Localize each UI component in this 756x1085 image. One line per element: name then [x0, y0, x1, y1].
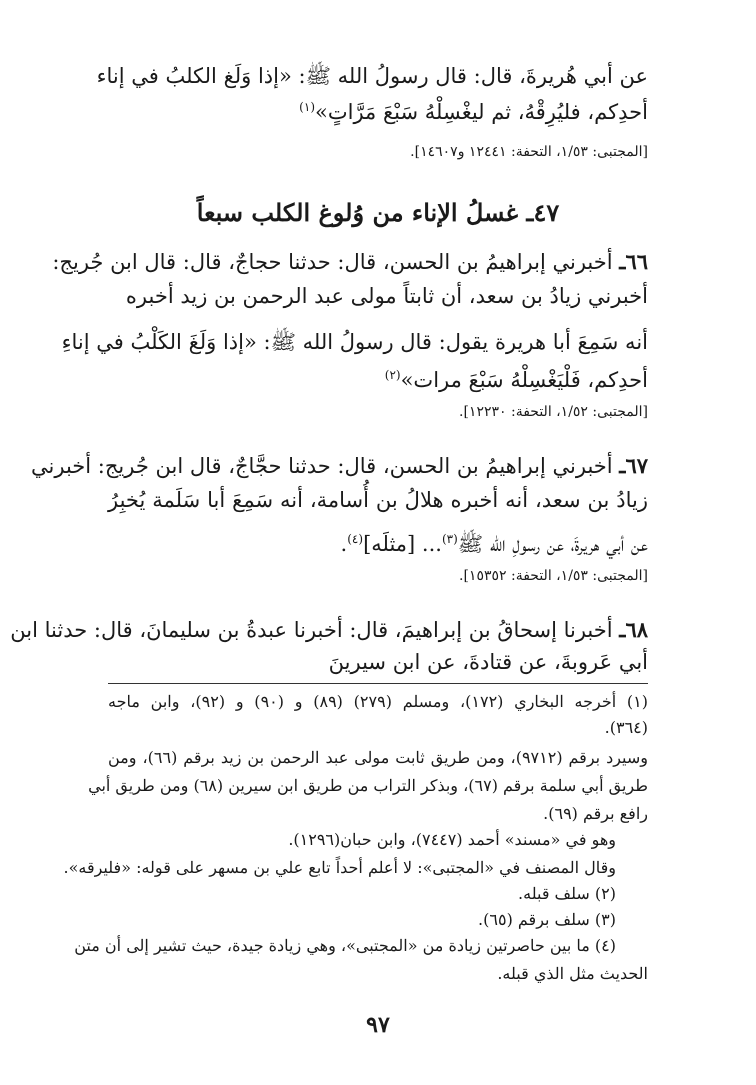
footnote-2: (٢) سلف قبله.	[518, 884, 616, 903]
opening-line-2	[108, 96, 648, 128]
hadith-67-line-2	[108, 484, 648, 516]
hadith-66-line-4	[108, 364, 648, 396]
chapter-heading: ٤٧ـ غسلُ الإناء من وُلوغ الكلب سبعاً	[196, 198, 560, 227]
hadith-66-line-1	[52, 246, 648, 278]
opening-line-2-text: أحدِكم، فليُرِقْهُ، ثم ليغْسِلْهُ سَبْعَ مَرَّاتٍ»	[315, 100, 648, 124]
hadith-68-line-2	[108, 646, 648, 678]
footnote-3: (٣) سلف برقم (٦٥).	[478, 910, 616, 929]
hadith-66-line-2-text: أخبرني زيادُ بن سعد، أن ثابتاً مولى عبد الرحمن بن زيد أخبره	[125, 284, 648, 308]
footnote-marker-2[interactable]: (٢)	[384, 368, 401, 382]
hadith-67-line-3-tail: ... [مثلَه]	[363, 532, 442, 556]
footnote-separator	[108, 683, 648, 684]
footnote-marker-4[interactable]: (٤)	[347, 532, 364, 546]
footnote-1-line-5: رافع برقم (٦٩).	[543, 804, 648, 823]
hadith-67-reference: [المجتبى: ١/٥٣، التحفة: ١٥٣٥٢].	[459, 568, 648, 584]
opening-reference: [المجتبى: ١/٥٣، التحفة: ١٢٤٤١ و١٤٦٠٧].	[410, 144, 648, 160]
hadith-67-period: .	[340, 532, 348, 556]
footnote-4-line-2: الحديث مثل الذي قبله.	[497, 964, 648, 983]
footnote-1-line-1: (١) أخرجه البخاري (١٧٢)، ومسلم (٢٧٩) (٨٩) و (٩٠) و (٩٢)، وابن ماجه	[108, 692, 649, 711]
footnote-4-line-1: (٤) ما بين حاصرتين زيادة من «المجتبى»، وهي زيادة جيدة، حيث تشير إلى أن متن	[74, 936, 616, 955]
footnote-marker-3[interactable]: (٣)	[441, 532, 458, 546]
hadith-66-reference: [المجتبى: ١/٥٢، التحفة: ١٢٢٣٠].	[459, 404, 648, 420]
opening-line-1-text: عن أبي هُريرةَ، قال: قال رسولُ الله ﷺ: «إذا وَلَغ الكلبُ في إناء	[96, 64, 648, 88]
hadith-66-line-3-text: أنه سَمِعَ أبا هريرة يقول: قال رسولُ الله ﷺ: «إذا وَلَغَ الكَلْبُ في إناءِ	[61, 330, 648, 354]
footnote-1-line-7: وقال المصنف في «المجتبى»: لا أعلم أحداً تابع علي بن مسهر على قوله: «فليرقه».	[63, 858, 616, 877]
hadith-66-line-3	[61, 326, 648, 358]
hadith-66-number: ٦٦ـ	[619, 249, 648, 274]
hadith-66-line-2	[108, 280, 648, 312]
hadith-67-line-1	[31, 450, 648, 482]
hadith-68-number: ٦٨ـ	[619, 617, 648, 642]
hadith-67-line-3-text: عن أبي هريرةَ، عن رسولِ الله ﷺ	[457, 532, 648, 556]
opening-line-1	[96, 60, 648, 92]
hadith-68-line-1	[10, 614, 648, 646]
footnote-1-line-6: وهو في «مسند» أحمد (٧٤٤٧)، وابن حبان(١٢٩٦).	[288, 830, 616, 849]
footnote-1-line-4: طريق أبي سلمة برقم (٦٧)، وبذكر التراب من طريق ابن سيرين (٦٨) ومن طريق أبي	[88, 776, 648, 795]
footnote-1-line-3: وسيرد برقم (٩٧١٢)، ومن طريق ثابت مولى عبد الرحمن بن زيد برقم (٦٦)، ومن	[108, 748, 649, 767]
footnote-marker-1[interactable]: (١)	[299, 100, 315, 114]
hadith-67-line-3	[108, 528, 648, 560]
hadith-68-line-2-text: أبي عَروبةَ، عن قتادةَ، عن ابن سيرينَ	[328, 650, 648, 674]
hadith-66-line-1-text: أخبرني إبراهيمُ بن الحسن، قال: حدثنا حجاجٌ، قال: قال ابن جُريج:	[52, 250, 613, 274]
hadith-67-line-1-text: أخبرني إبراهيمُ بن الحسن، قال: حدثنا حجَّاجٌ، قال ابن جُريج: أخبرني	[31, 454, 613, 478]
hadith-67-line-2-text: زيادُ بن سعد، أنه أخبره هلالُ بن أُسامة، أنه سَمِعَ أبا سَلَمة يُخبِرُ	[108, 488, 648, 512]
hadith-68-line-1-text: أخبرنا إسحاقُ بن إبراهيمَ، قال: أخبرنا عبدةُ بن سليمانَ، قال: حدثنا ابن	[10, 618, 613, 642]
hadith-66-line-4-text: أحدِكم، فَلْيَغْسِلْهُ سَبْعَ مرات»	[400, 368, 648, 392]
page-number: ٩٧	[366, 1012, 390, 1038]
hadith-67-number: ٦٧ـ	[619, 453, 648, 478]
footnote-1-line-2: (٣٦٤).	[604, 718, 648, 737]
